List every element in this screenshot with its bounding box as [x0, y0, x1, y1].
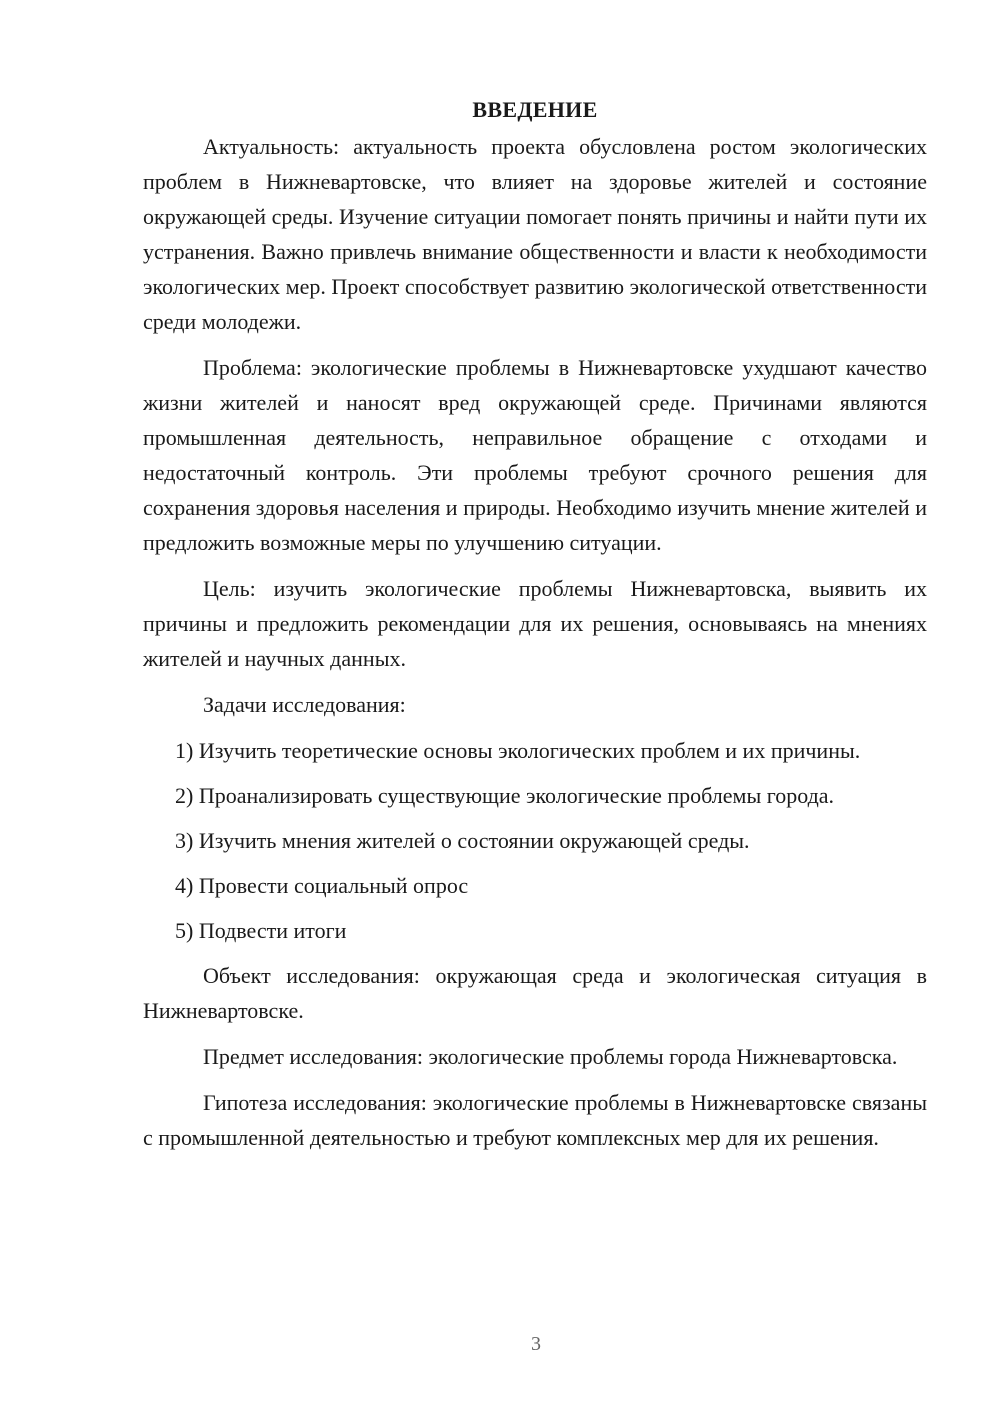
document-page [143, 92, 927, 1166]
task-item: 3) Изучить мнения жителей о состоянии окружающей среды. [175, 828, 750, 853]
subject-paragraph: Предмет исследования: экологические проблемы города Нижневартовска. [203, 1044, 898, 1069]
task-item: 5) Подвести итоги [175, 918, 347, 943]
page-title: ВВЕДЕНИЕ [472, 97, 598, 122]
goal-paragraph: Цель: изучить экологические проблемы Нижневартовска, выявить их причины и предложить рекомендации для их решения, основываясь на мнениях жителей и научных данных. [143, 576, 927, 671]
problem-paragraph: Проблема: экологические проблемы в Нижневартовске ухудшают качество жизни жителей и наносят вред окружающей среде. Причинами являются промышленная деятельность, неправильное обращение с отходами и недостаточный контроль. Эти проблемы требуют срочного решения для сохранения здоровья населения и природы. Необходимо изучить мнение жителей и предложить возможные меры по улучшению ситуации. [143, 355, 927, 555]
task-item: 1) Изучить теоретические основы экологических проблем и их причины. [175, 738, 861, 763]
task-item: 2) Проанализировать существующие экологические проблемы города. [175, 783, 835, 808]
page-number: 3 [531, 1333, 541, 1355]
relevance-paragraph: Актуальность: актуальность проекта обусловлена ростом экологических проблем в Нижневартовске, что влияет на здоровье жителей и состояние окружающей среды. Изучение ситуации помогает понять причины и найти пути их устранения. Важно привлечь внимание общественности и власти к необходимости экологических мер. Проект способствует развитию экологической ответственности среди молодежи. [143, 134, 927, 334]
task-item: 4) Провести социальный опрос [175, 873, 469, 898]
object-paragraph: Объект исследования: окружающая среда и экологическая ситуация в Нижневартовске. [143, 963, 927, 1023]
tasks-heading: Задачи исследования: [203, 692, 406, 717]
hypothesis-paragraph: Гипотеза исследования: экологические проблемы в Нижневартовске связаны с промышленной деятельностью и требуют комплексных мер для их решения. [143, 1090, 927, 1150]
